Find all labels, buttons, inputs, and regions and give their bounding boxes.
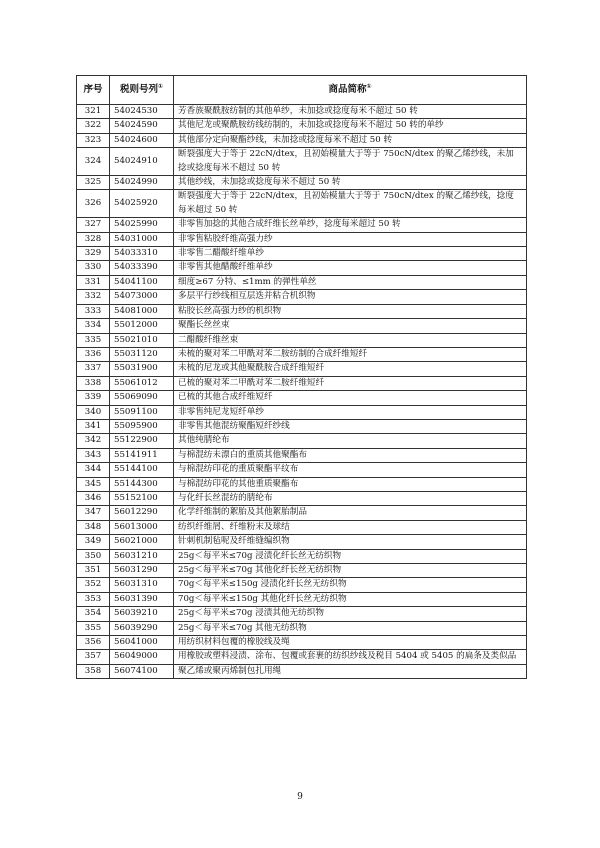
- tariff-table: [76, 75, 527, 679]
- name-cell: 已梳的其他合成纤维短纤: [174, 391, 527, 405]
- name-cell: 针刺机制毡呢及纤维缝编织物: [174, 535, 527, 549]
- name-cell: 与化纤长丝混纺的腈纶布: [174, 491, 527, 505]
- table-row: [77, 434, 527, 448]
- footnote-mark: ①: [157, 83, 164, 91]
- seq-cell: 346: [77, 491, 110, 505]
- code-cell: 56031290: [110, 564, 174, 578]
- name-cell: 二醋酸纤维丝束: [174, 333, 527, 347]
- table-row: [77, 261, 527, 275]
- code-cell: 55144100: [110, 463, 174, 477]
- seq-cell: 334: [77, 319, 110, 333]
- seq-cell: 327: [77, 218, 110, 232]
- code-cell: 54024590: [110, 119, 174, 133]
- table-row: [77, 333, 527, 347]
- code-cell: 56021000: [110, 535, 174, 549]
- name-cell: 70g＜每平米≤150g 浸渍化纤长丝无纺织物: [174, 578, 527, 592]
- name-cell: 25g＜每平米≤70g 其他无纺织物: [174, 621, 527, 635]
- table-row: [77, 275, 527, 289]
- name-cell: 用橡胶或塑料浸渍、涂布、包覆或套裹的纺织纱线及税目 5404 或 5405 的扁条及类似品: [174, 650, 527, 664]
- name-cell: 其他纯腈纶布: [174, 434, 527, 448]
- name-cell: 细度≥67 分特、≤1mm 的弹性单丝: [174, 275, 527, 289]
- seq-cell: 321: [77, 105, 110, 119]
- code-cell: 54041100: [110, 275, 174, 289]
- name-cell: 用纺织材料包覆的橡胶线及绳: [174, 636, 527, 650]
- table-row: [77, 362, 527, 376]
- table-row: [77, 621, 527, 635]
- name-cell: 聚酯长丝丝束: [174, 319, 527, 333]
- code-cell: 56013000: [110, 520, 174, 534]
- table-row: [77, 592, 527, 606]
- name-cell: 粘胶长丝高强力纱的机织物: [174, 304, 527, 318]
- code-cell: 54024910: [110, 148, 174, 176]
- seq-cell: 337: [77, 362, 110, 376]
- code-cell: 54024600: [110, 133, 174, 147]
- table-body: [77, 105, 527, 679]
- seq-cell: 343: [77, 448, 110, 462]
- header-code: 税则号列①: [110, 76, 174, 105]
- table-row: [77, 664, 527, 678]
- table-row: [77, 419, 527, 433]
- table-row: [77, 463, 527, 477]
- table-row: [77, 148, 527, 176]
- table-row: [77, 190, 527, 218]
- code-cell: 56031210: [110, 549, 174, 563]
- table-row: [77, 506, 527, 520]
- name-cell: 25g＜每平米≤70g 浸渍化纤长丝无纺织物: [174, 549, 527, 563]
- code-cell: 54031000: [110, 232, 174, 246]
- code-cell: 54025920: [110, 190, 174, 218]
- seq-cell: 342: [77, 434, 110, 448]
- seq-cell: 344: [77, 463, 110, 477]
- seq-cell: 357: [77, 650, 110, 664]
- seq-cell: 350: [77, 549, 110, 563]
- seq-cell: 329: [77, 247, 110, 261]
- seq-cell: 339: [77, 391, 110, 405]
- code-cell: 55021010: [110, 333, 174, 347]
- seq-cell: 323: [77, 133, 110, 147]
- code-cell: 55144300: [110, 477, 174, 491]
- code-cell: 54024530: [110, 105, 174, 119]
- seq-cell: 358: [77, 664, 110, 678]
- table-row: [77, 133, 527, 147]
- table-row: [77, 564, 527, 578]
- code-cell: 54024990: [110, 176, 174, 190]
- name-cell: 断裂强度大于等于 22cN/dtex，且初始模量大于等于 750cN/dtex 的聚乙烯纱线，捻度每米超过 50 转: [174, 190, 527, 218]
- name-cell: 非零售二醋酸纤维单纱: [174, 247, 527, 261]
- code-cell: 56031390: [110, 592, 174, 606]
- name-cell: 70g＜每平米≤150g 其他化纤长丝无纺织物: [174, 592, 527, 606]
- name-cell: 其他尼龙或聚酰胺纺线纺制的，未加捻或捻度每米不超过 50 转的单纱: [174, 119, 527, 133]
- seq-cell: 355: [77, 621, 110, 635]
- seq-cell: 354: [77, 607, 110, 621]
- seq-cell: 324: [77, 148, 110, 176]
- name-cell: 与棉混纺印花的重质聚酯平纹布: [174, 463, 527, 477]
- code-cell: 55069090: [110, 391, 174, 405]
- table-row: [77, 119, 527, 133]
- table-row: [77, 549, 527, 563]
- seq-cell: 328: [77, 232, 110, 246]
- code-cell: 56031310: [110, 578, 174, 592]
- name-cell: 25g＜每平米≤70g 其他化纤长丝无纺织物: [174, 564, 527, 578]
- name-cell: 已梳的聚对苯二甲酰对苯二胺纤维短纤: [174, 376, 527, 390]
- code-cell: 55091100: [110, 405, 174, 419]
- table-row: [77, 376, 527, 390]
- table-row: [77, 347, 527, 361]
- name-cell: 芳香族聚酰胺纺制的其他单纱，未加捻或捻度每米不超过 50 转: [174, 105, 527, 119]
- code-cell: 55152100: [110, 491, 174, 505]
- seq-cell: 340: [77, 405, 110, 419]
- code-cell: 54025990: [110, 218, 174, 232]
- name-cell: 其他部分定向聚酯纱线，未加捻或捻度每米不超过 50 转: [174, 133, 527, 147]
- name-cell: 与棉混纺印花的其他重质聚酯布: [174, 477, 527, 491]
- table-row: [77, 636, 527, 650]
- seq-cell: 347: [77, 506, 110, 520]
- table-row: [77, 391, 527, 405]
- table-row: [77, 218, 527, 232]
- name-cell: 非零售粘胶纤维高强力纱: [174, 232, 527, 246]
- table-row: [77, 105, 527, 119]
- page-number: 9: [297, 792, 303, 802]
- name-cell: 非零售其他醋酸纤维单纱: [174, 261, 527, 275]
- table-row: [77, 535, 527, 549]
- header-name: 商品简称①: [174, 76, 527, 105]
- table-row: [77, 477, 527, 491]
- code-cell: 54033390: [110, 261, 174, 275]
- code-cell: 55095900: [110, 419, 174, 433]
- seq-cell: 331: [77, 275, 110, 289]
- name-cell: 非零售其他混纺聚酯短纤纱线: [174, 419, 527, 433]
- code-cell: 55031900: [110, 362, 174, 376]
- table-row: [77, 491, 527, 505]
- seq-cell: 356: [77, 636, 110, 650]
- seq-cell: 332: [77, 290, 110, 304]
- name-cell: 未梳的聚对苯二甲酰对苯二胺纺制的合成纤维短纤: [174, 347, 527, 361]
- table-row: [77, 520, 527, 534]
- table-header-row: [77, 76, 527, 105]
- seq-cell: 330: [77, 261, 110, 275]
- seq-cell: 349: [77, 535, 110, 549]
- code-cell: 54073000: [110, 290, 174, 304]
- name-cell: 非零售加捻的其他合成纤维长丝单纱，捻度每米超过 50 转: [174, 218, 527, 232]
- seq-cell: 348: [77, 520, 110, 534]
- table-row: [77, 448, 527, 462]
- seq-cell: 345: [77, 477, 110, 491]
- seq-cell: 338: [77, 376, 110, 390]
- code-cell: 55061012: [110, 376, 174, 390]
- table-row: [77, 232, 527, 246]
- table-row: [77, 319, 527, 333]
- header-seq: 序号: [77, 76, 110, 105]
- code-cell: 55122900: [110, 434, 174, 448]
- table-row: [77, 650, 527, 664]
- code-cell: 55141911: [110, 448, 174, 462]
- table-row: [77, 607, 527, 621]
- code-cell: 56074100: [110, 664, 174, 678]
- seq-cell: 325: [77, 176, 110, 190]
- name-cell: 其他纱线，未加捻或捻度每米不超过 50 转: [174, 176, 527, 190]
- table-row: [77, 176, 527, 190]
- name-cell: 多层平行纱线相互层迭并粘合机织物: [174, 290, 527, 304]
- name-cell: 未梳的尼龙或其他聚酰胺合成纤维短纤: [174, 362, 527, 376]
- table-row: [77, 247, 527, 261]
- seq-cell: 336: [77, 347, 110, 361]
- code-cell: 56012290: [110, 506, 174, 520]
- table-row: [77, 304, 527, 318]
- code-cell: 55031120: [110, 347, 174, 361]
- name-cell: 化学纤维制的絮胎及其他絮胎制品: [174, 506, 527, 520]
- seq-cell: 333: [77, 304, 110, 318]
- seq-cell: 353: [77, 592, 110, 606]
- name-cell: 纺织纤维屑、纤维粉末及球结: [174, 520, 527, 534]
- code-cell: 54033310: [110, 247, 174, 261]
- code-cell: 55012000: [110, 319, 174, 333]
- table-row: [77, 290, 527, 304]
- seq-cell: 351: [77, 564, 110, 578]
- table-row: [77, 578, 527, 592]
- code-cell: 56039290: [110, 621, 174, 635]
- name-cell: 25g＜每平米≤70g 浸渍其他无纺织物: [174, 607, 527, 621]
- seq-cell: 352: [77, 578, 110, 592]
- name-cell: 聚乙烯或聚丙烯制包扎用绳: [174, 664, 527, 678]
- code-cell: 56041000: [110, 636, 174, 650]
- code-cell: 56049000: [110, 650, 174, 664]
- name-cell: 断裂强度大于等于 22cN/dtex，且初始模量大于等于 750cN/dtex 的聚乙烯纱线，未加捻或捻度每米不超过 50 转: [174, 148, 527, 176]
- seq-cell: 326: [77, 190, 110, 218]
- footnote-mark: ①: [366, 83, 372, 91]
- seq-cell: 335: [77, 333, 110, 347]
- seq-cell: 322: [77, 119, 110, 133]
- table-row: [77, 405, 527, 419]
- seq-cell: 341: [77, 419, 110, 433]
- code-cell: 54081000: [110, 304, 174, 318]
- name-cell: 非零售纯尼龙短纤单纱: [174, 405, 527, 419]
- name-cell: 与棉混纺未漂白的重质其他聚酯布: [174, 448, 527, 462]
- code-cell: 56039210: [110, 607, 174, 621]
